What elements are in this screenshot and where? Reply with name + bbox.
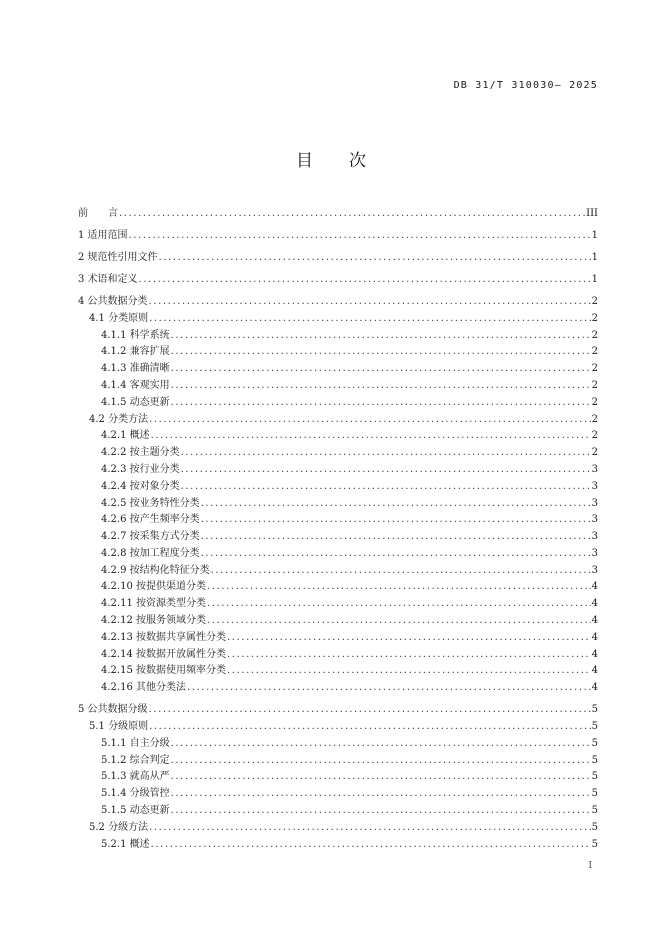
toc-entry[interactable] (78, 226, 598, 243)
toc-entry-page: 5 (591, 721, 598, 733)
toc-leader-dots (201, 498, 591, 509)
toc-entry[interactable] (78, 477, 598, 494)
toc-leader-dots (181, 481, 591, 492)
toc-entry[interactable] (78, 443, 598, 460)
toc-entry[interactable] (78, 784, 598, 801)
page-title (0, 146, 662, 171)
toc-leader-dots (201, 531, 591, 542)
toc-entry-label: 5.1.2 综合判定 (101, 754, 170, 766)
toc-leader-dots (151, 839, 591, 850)
toc-entry[interactable] (78, 204, 598, 221)
toc-entry[interactable] (78, 359, 598, 376)
toc-entry-label: 4.2.6 按产生频率分类 (101, 514, 200, 526)
toc-entry-label: 4.2.11 按资源类型分类 (101, 598, 206, 610)
toc-leader-dots (171, 363, 591, 374)
toc-entry-label: 4.1.4 客观实用 (101, 379, 170, 391)
toc-leader-dots (207, 615, 591, 626)
toc-entry-label: 4.1.1 科学系统 (101, 329, 170, 341)
toc-entry-page: 5 (591, 838, 598, 850)
toc-entry-label: 5 公共数据分级 (78, 704, 148, 716)
toc-leader-dots (227, 649, 591, 660)
toc-entry-page: 3 (591, 564, 598, 576)
toc-leader-dots (207, 581, 591, 592)
toc-entry-label: 5.1.3 就高从严 (101, 771, 170, 783)
toc-entry-page: 4 (591, 581, 598, 593)
toc-entry[interactable] (78, 510, 598, 527)
toc-entry-label: 4.1.5 动态更新 (101, 396, 170, 408)
toc-leader-dots (171, 380, 591, 391)
toc-entry-page: 5 (591, 754, 598, 766)
toc-leader-dots (149, 721, 591, 732)
toc-entry[interactable] (78, 767, 598, 784)
toc-entry[interactable] (78, 611, 598, 628)
toc-entry-label: 4.1 分类原则 (89, 312, 149, 324)
toc-entry[interactable] (78, 326, 598, 343)
toc-leader-dots (171, 397, 591, 408)
toc-entry-page: 3 (591, 480, 598, 492)
toc-entry-label: 4.2.2 按主题分类 (101, 447, 180, 459)
title-part-2: 次 (349, 151, 366, 171)
document-id: DB 31/T 310030— 2025 (453, 80, 598, 91)
toc-entry-page: 5 (591, 821, 598, 833)
toc-entry-label: 5.1.4 分级管控 (101, 788, 170, 800)
toc-entry-page: 4 (591, 615, 598, 627)
toc-entry-page: 1 (591, 251, 598, 263)
toc-entry-page: 4 (591, 598, 598, 610)
toc-entry[interactable] (78, 678, 598, 695)
toc-entry-label: 5.2 分级方法 (89, 821, 149, 833)
toc-entry[interactable] (78, 801, 598, 818)
toc-entry-page: 4 (591, 631, 598, 643)
toc-entry-page: 3 (591, 497, 598, 509)
toc-entry[interactable] (78, 410, 598, 427)
toc-entry[interactable] (78, 376, 598, 393)
toc-leader-dots (207, 598, 591, 609)
toc-entry-page: 5 (591, 805, 598, 817)
toc-leader-dots (171, 346, 591, 357)
toc-entry-label: 4.2.10 按提供渠道分类 (101, 581, 206, 593)
toc-entry[interactable] (78, 700, 598, 717)
toc-leader-dots (227, 632, 591, 643)
toc-entry-label: 4.2.14 按数据开放属性分类 (101, 648, 226, 660)
table-of-contents (78, 204, 598, 851)
toc-entry-label: 2 规范性引用文件 (78, 251, 158, 263)
toc-entry-page: 2 (591, 312, 598, 324)
toc-entry[interactable] (78, 661, 598, 678)
toc-entry-page: 2 (591, 430, 598, 442)
toc-entry-page: 5 (591, 788, 598, 800)
toc-entry-page: 4 (591, 665, 598, 677)
toc-entry-label: 4.2.1 概述 (101, 430, 150, 442)
toc-leader-dots (149, 704, 591, 715)
toc-leader-dots (151, 430, 591, 441)
toc-entry[interactable] (78, 835, 598, 852)
toc-entry[interactable] (78, 544, 598, 561)
toc-entry[interactable] (78, 628, 598, 645)
toc-entry[interactable] (78, 734, 598, 751)
toc-entry[interactable] (78, 751, 598, 768)
toc-entry-label: 4.2 分类方法 (89, 413, 149, 425)
toc-leader-dots (119, 208, 585, 219)
toc-leader-dots (171, 738, 591, 749)
toc-leader-dots (171, 771, 591, 782)
toc-leader-dots (149, 414, 591, 425)
toc-entry[interactable] (78, 270, 598, 287)
toc-entry-label: 4.2.12 按服务领域分类 (101, 615, 206, 627)
toc-entry-label: 4 公共数据分类 (78, 295, 148, 307)
toc-entry-page: III (586, 208, 598, 219)
toc-entry-page: 2 (591, 346, 598, 358)
toc-entry[interactable] (78, 426, 598, 443)
toc-entry-page: 2 (591, 396, 598, 408)
toc-entry-label: 5.1 分级原则 (89, 721, 149, 733)
toc-entry-page: 3 (591, 514, 598, 526)
toc-entry-label: 4.2.4 按对象分类 (101, 480, 180, 492)
toc-leader-dots (201, 514, 591, 525)
toc-entry-page: 1 (591, 273, 598, 285)
toc-entry-page: 2 (591, 379, 598, 391)
toc-entry-label: 1 适用范围 (78, 229, 128, 241)
toc-entry[interactable] (78, 309, 598, 326)
toc-leader-dots (201, 548, 591, 559)
toc-entry[interactable] (78, 342, 598, 359)
toc-entry-label: 4.2.9 按结构化特征分类 (101, 564, 210, 576)
toc-entry[interactable] (78, 393, 598, 410)
toc-entry[interactable] (78, 460, 598, 477)
toc-entry-label: 5.2.1 概述 (101, 838, 150, 850)
toc-entry-page: 4 (591, 682, 598, 694)
toc-entry[interactable] (78, 561, 598, 578)
toc-leader-dots (149, 313, 591, 324)
toc-leader-dots (171, 788, 591, 799)
toc-entry-page: 2 (591, 363, 598, 375)
toc-entry-label: 4.2.16 其他分类法 (101, 682, 186, 694)
toc-entry[interactable] (78, 494, 598, 511)
toc-leader-dots (171, 805, 591, 816)
toc-entry-page: 2 (591, 329, 598, 341)
toc-entry[interactable] (78, 248, 598, 265)
toc-leader-dots (129, 230, 591, 241)
toc-entry-label: 3 术语和定义 (78, 273, 138, 285)
toc-entry-label: 4.2.5 按业务特性分类 (101, 497, 200, 509)
toc-entry-page: 2 (591, 447, 598, 459)
toc-entry-page: 2 (591, 413, 598, 425)
toc-entry[interactable] (78, 527, 598, 544)
toc-entry[interactable] (78, 594, 598, 611)
toc-entry-page: 5 (591, 737, 598, 749)
toc-entry[interactable] (78, 292, 598, 309)
toc-leader-dots (139, 274, 591, 285)
toc-entry-label: 4.2.3 按行业分类 (101, 463, 180, 475)
toc-entry[interactable] (78, 818, 598, 835)
toc-entry-page: 3 (591, 531, 598, 543)
toc-entry-page: 5 (591, 704, 598, 716)
toc-entry-page: 5 (591, 771, 598, 783)
toc-entry-page: 2 (591, 295, 598, 307)
toc-entry-page: 3 (591, 547, 598, 559)
toc-entry-label: 4.1.2 兼容扩展 (101, 346, 170, 358)
toc-entry-page: 1 (591, 229, 598, 241)
toc-leader-dots (227, 665, 591, 676)
toc-entry-label: 前 言 (78, 208, 118, 219)
toc-entry[interactable] (78, 645, 598, 662)
page-number: I (588, 861, 592, 871)
toc-entry-page: 4 (591, 648, 598, 660)
toc-leader-dots (171, 330, 591, 341)
toc-entry-label: 4.2.7 按采集方式分类 (101, 531, 200, 543)
toc-entry-label: 4.2.15 按数据使用频率分类 (101, 665, 226, 677)
toc-leader-dots (181, 447, 591, 458)
toc-leader-dots (181, 464, 591, 475)
toc-leader-dots (149, 822, 591, 833)
toc-entry-label: 4.2.8 按加工程度分类 (101, 547, 200, 559)
toc-leader-dots (171, 755, 591, 766)
toc-entry-label: 4.1.3 准确清晰 (101, 363, 170, 375)
toc-entry-label: 5.1.1 自主分级 (101, 737, 170, 749)
toc-entry[interactable] (78, 577, 598, 594)
toc-leader-dots (211, 565, 591, 576)
toc-leader-dots (187, 682, 591, 693)
toc-entry[interactable] (78, 717, 598, 734)
toc-leader-dots (149, 296, 591, 307)
toc-leader-dots (159, 252, 591, 263)
toc-entry-label: 5.1.5 动态更新 (101, 805, 170, 817)
toc-entry-label: 4.2.13 按数据共享属性分类 (101, 631, 226, 643)
toc-entry-page: 3 (591, 463, 598, 475)
title-part-1: 目 (296, 151, 313, 171)
